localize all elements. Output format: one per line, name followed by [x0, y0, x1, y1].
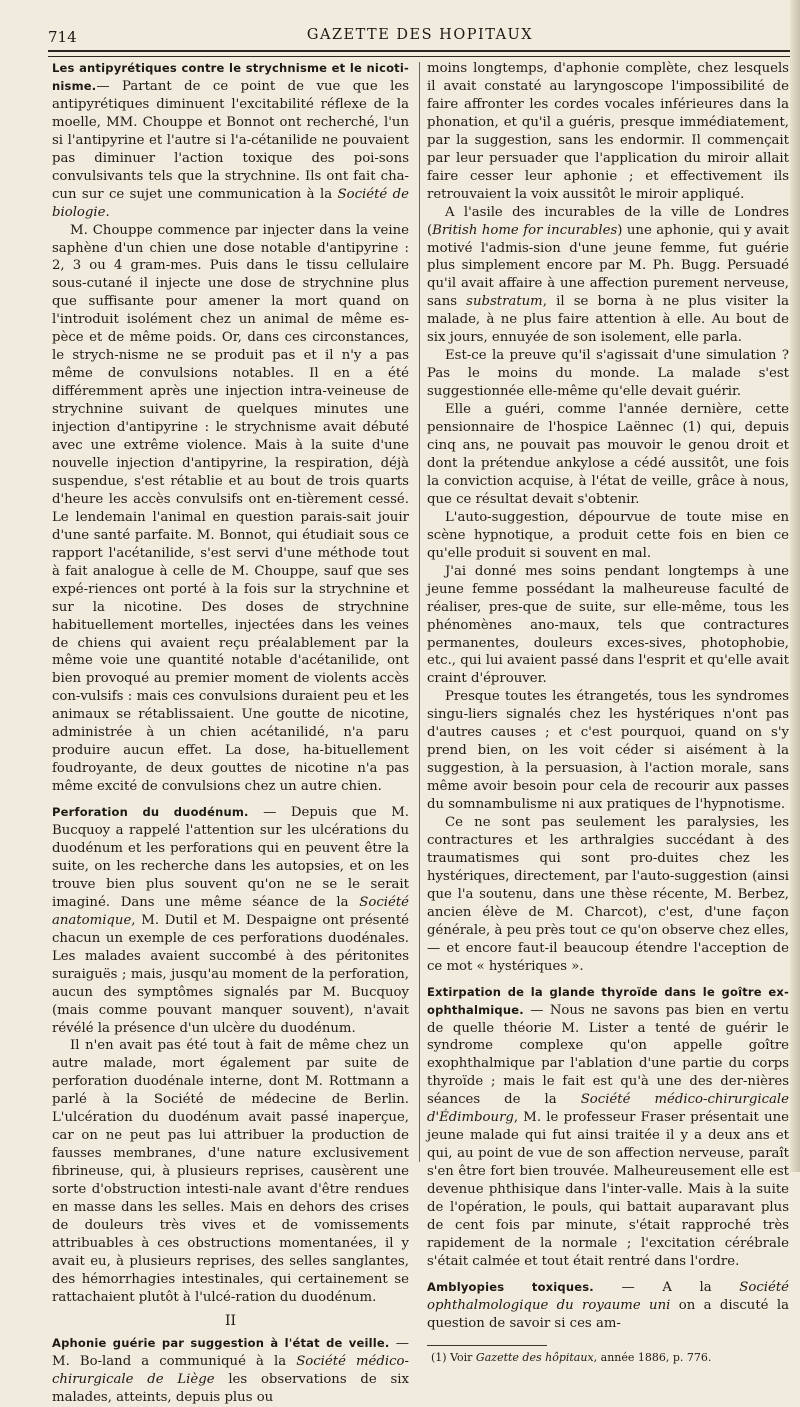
paragraph-text: , M. le professeur Fraser présentait une jeune malade qui fut ainsi traitée il y a deux ans et qui, au point de vue de son affection nerveuse, paraît s'en être fort bien trouvée. Malheureusement elle est devenue phthisique dans l'inter-valle. Mais à la suite de l'opération, le pouls, qui battait auparavant plus de cent fois par minute, s'était rapproché très rapidement de la normale ; l'excitation cérébrale s'était calmée et tout était rentré dans l'ordre.: [427, 1110, 789, 1269]
italic-text: Gazette des hôpitaux: [475, 1350, 594, 1364]
article-perforation: [52, 804, 409, 1037]
paragraph-text: les observations de six malades, atteints, depuis plus ou: [52, 1371, 409, 1405]
running-title: GAZETTE DES HOPITAUX: [306, 27, 534, 43]
footnote: [427, 1350, 789, 1365]
page-edge: [790, 0, 800, 1172]
page-header: [48, 26, 792, 48]
article-extirpation: [427, 984, 789, 1271]
article-amblyopies: [427, 1279, 789, 1333]
section-title: Aphonie guérie par suggestion à l'état de veille.: [52, 1335, 390, 1350]
footnote-text: , année 1886, p. 776.: [593, 1350, 712, 1364]
paragraph-text: A l'asile des incurables de la ville de Londres (: [427, 204, 789, 238]
paragraph-text: ) une aphonie, qui y avait motivé l'admis-sion d'une jeune femme, fut guérie plus simplement encore par M. Ph. Bugg. Persuadé qu'il avait affaire à une affection purement nerveuse, sans: [427, 222, 789, 310]
paragraph: [427, 204, 789, 348]
paragraph: J'ai donné mes soins pendant longtemps à une jeune femme possédant la malheureuse faculté de réaliser, pres-que de suite, sur elle-même, tous les phénomènes ano-maux, tels que contractures permanentes, douleurs exces-sives, photophobie, etc., qui lui avaient passé dans l'esprit et qu'elle avait craint d'éprouver.: [427, 563, 789, 687]
header-rule-thin: [48, 56, 790, 57]
paragraph-text: — Depuis que M. Bucquoy a rappelé l'attention sur les ulcérations du duodénum et les perforations qui en peuvent être la suite, on les recherche dans les autopsies, et on les trouve bien plus souvent qu'on ne se le serait imaginé. Dans une même séance de la: [52, 805, 409, 910]
paragraph: Est-ce la preuve qu'il s'agissait d'une simulation ? Pas le moins du monde. La malade s'est suggestionnée elle-même qu'elle devait guérir.: [427, 348, 789, 400]
paragraph: Ce ne sont pas seulement les paralysies, les contractures et les arthralgies succédant à des traumatismes qui sont pro-duites chez les hystériques, directement, par l'auto-suggestion (ainsi que l'a soutenu, dans une thèse récente, M. Berbez, ancien élève de M. Charcot), c'est, d'une façon générale, à peu près tout ce qu'on observe chez elles, — et encore faut-il beaucoup étendre l'acception de ce mot « hystériques ».: [427, 815, 789, 974]
italic-text: British home for incurables: [432, 222, 618, 238]
italic-text: Société ophthalmologique du royaume uni: [427, 1279, 789, 1313]
italic-text: Société anatomique: [52, 894, 409, 928]
italic-text: substratum: [466, 294, 543, 310]
paragraph: L'auto-suggestion, dépourvue de toute mise en scène hypnotique, a produit cette fois en bien ce qu'elle produit si souvent en mal.: [427, 509, 789, 561]
italic-text: Société médico-chirurgicale de Liège: [52, 1353, 409, 1387]
right-column: [427, 60, 789, 1365]
italic-text: Société de biologie.: [52, 186, 409, 220]
paragraph-text: — Partant de ce point de vue que les antipyrétiques diminuent l'excitabilité réflexe de la moelle, MM. Chouppe et Bonnot ont recherché, l'un si l'antipyrine et l'autre si l'a-cétanilide ne pouvaient pas diminuer l'action toxique des poi-sons convulsivants tels que la strychnine. Ils ont fait cha-cun sur ce sujet une communication à la: [52, 78, 409, 202]
paragraph-text: , il se borna à ne plus visiter la malade, à ne plus faire attention à elle. Au bout de six jours, ennuyée de son isolement, elle parla.: [427, 294, 789, 346]
section-number: II: [224, 1312, 237, 1329]
paragraph: Elle a guéri, comme l'année dernière, cette pensionnaire de l'hospice Laënnec (1) qui, depuis cinq ans, ne pouvait pas mouvoir le genou droit et dont la prétendue ankylose a cédé aussitôt, une fois la conviction acquise, à l'état de veille, grâce à nous, que ce résultat devait s'obtenir.: [427, 402, 789, 507]
paragraph-text: — A la: [593, 1279, 740, 1295]
paragraph: M. Chouppe commence par injecter dans la veine saphène d'un chien une dose notable d'antipyrine : 2, 3 ou 4 gram-mes. Puis dans le tissu cellulaire sous-cutané il injecte une dose de strychnine plus que suffisante pour amener la mort quand on l'introduit isolément chez un animal de même es-pèce et de même poids. Or, dans ces circonstances, le strych-nisme ne se produit pas et il n'y a pas même de convulsions notables. Il en a été différemment après une injection intra-veineuse de strychnine suivant de quelques minutes une injection d'antipyrine : le strychnisme avait débuté avec une extrême violence. Mais à la suite d'une nouvelle injection d'antipyrine, la respiration, déjà suspendue, s'est rétablie et au bout de trois quarts d'heure les accès convulsifs ont en-tièrement cessé. Le lendemain l'animal en question parais-sait jouir d'une santé parfaite. M. Bonnot, qui étudiait sous ce rapport l'acétanilide, s'est servi d'une méthode tout à fait analogue à celle de M. Chouppe, sauf que ses expé-riences ont porté à la fois sur la strychnine et sur la nicotine. Des doses de strychnine habituellement mortelles, injectées dans les veines de chiens qui avaient reçu préalablement par la même voie une quantité notable d'acétanilide, ont bien provoqué au premier moment de violents accès con-vulsifs : mais ces convulsions duraient peu et les animaux se rétablissaient. Une goutte de nicotine, administrée à un chien acétanilidé, n'a paru produire aucun effet. La dose, ha-bituellement foudroyante, de deux gouttes de nicotine n'a pas même excité de convulsions chez un autre chien.: [52, 222, 409, 795]
footnote-text: (1) Voir: [431, 1350, 476, 1364]
paragraph: moins longtemps, d'aphonie complète, chez lesquels il avait constaté au laryngoscope l'impossibilité de faire affronter les cordes vocales inférieures dans la phonation, et qu'il a guéris, presque immédiatement, par la suggestion, sans les endormir. Il commençait par leur persuader que l'application du miroir allait faire cesser leur aphonie ; et effectivement ils retrouvaient la voix aussitôt le miroir appliqué.: [427, 61, 789, 202]
italic-text: Société médico-chirurgicale d'Édimbourg: [427, 1092, 789, 1126]
paragraph: Presque toutes les étrangetés, tous les syndromes singu-liers signalés chez les hystériques n'ont pas d'autres causes ; et c'est pourquoi, quand on s'y prend bien, on les voit céder si aisément à la suggestion, à la persuasion, à l'action morale, sans même avoir besoin pour cela de recourir aux passes du somnambulisme ni aux pratiques de l'hypnotisme.: [427, 689, 789, 813]
paragraph-text: , M. Dutil et M. Despaigne ont présenté chacun un exemple de ces perforations duodénales. Les malades avaient succombé à des péritonites suraiguës ; mais, jusqu'au moment de la perforation, aucun des symptômes signalés par M. Bucquoy (mais comme pouvant manquer souvent), n'avait révélé la présence d'un ulcère du duodénum.: [52, 912, 409, 1036]
header-rule-thick: [48, 50, 790, 52]
section-title: Perforation du duodénum.: [52, 805, 249, 820]
page-number: 714: [48, 28, 77, 46]
section-title: Extirpation de la glande thyroïde dans le goître ex-ophthalmique.: [427, 984, 789, 1017]
column-divider: [419, 62, 420, 1162]
article-aphonie: [52, 1335, 409, 1407]
section-title: Les antipyrétiques contre le strychnisme et le nicoti-nisme.: [52, 61, 409, 93]
section-title: Amblyopies toxiques.: [427, 1279, 594, 1294]
left-column: [52, 60, 409, 1407]
paragraph-text: —M. Bo-land a communiqué à la: [52, 1335, 409, 1369]
paragraph-text: on a discuté la question de savoir si ces am-: [427, 1297, 789, 1331]
paragraph: Il n'en avait pas été tout à fait de même chez un autre malade, mort également par suite de perforation duodénale interne, dont M. Rottmann a parlé à la Société de médecine de Berlin. L'ulcération du duodénum avait passé inaperçue, car on ne peut pas lui attribuer la production de fausses membranes, d'une nature exclusivement fibrineuse, qui, à plusieurs reprises, causèrent une sorte d'obstruction intesti-nale avant d'être rendues en masse dans les selles. Mais en dehors des crises de douleurs très vives et de vomissements attribuables à ces obstructions momentanées, il y avait eu, à plusieurs reprises, des selles sanglantes, des hémorrhagies intestinales, qui certainement se rattachaient plutôt à l'ulcé-ration du duodénum.: [52, 1038, 409, 1305]
footnote-rule: [427, 1345, 547, 1346]
paragraph-text: — Nous ne savons pas bien en vertu de quelle théorie M. Lister a tenté de guérir le syndrome complexe qu'on appelle goître exophthalmique par l'ablation d'une partie du corps thyroïde ; mais le fait est qu'à une des der-nières séances de la: [427, 1002, 789, 1108]
article-antipyretiques: [52, 60, 409, 222]
